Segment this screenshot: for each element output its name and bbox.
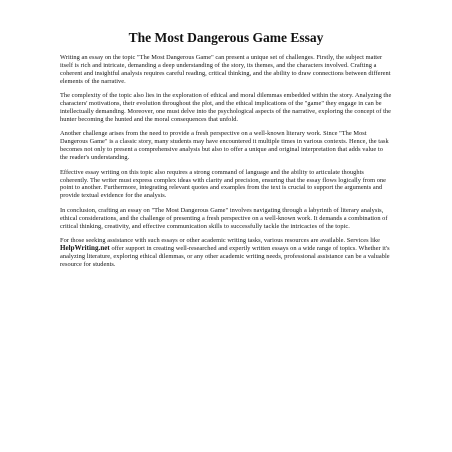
essay-paragraph-4: Effective essay writing on this topic also requires a strong command of language and the ability to articulate thoughts coherently. The writer must express complex ideas with clarity and precision, ensuring that the essay flows logically from one point to another. Furthermore, integrating relevant quotes and examples from the text is crucial to support the arguments and provide textual evidence for the analysis. <box>60 168 387 200</box>
essay-paragraph-3: Another challenge arises from the need to provide a fresh perspective on a well-known literary work. Since "The Most Dangerous Game" is a classic story, many students may have encountered it multiple times in various contexts. Hence, the task becomes not only to present a comprehensive analysis but also to offer a unique and original interpretation that adds value to the reader's understanding. <box>60 130 389 162</box>
final-paragraph-intro: For those seeking assistance with such essays or other academic writing tasks, various resources are available. Services like <box>60 237 380 245</box>
essay-paragraph-1: Writing an essay on the topic "The Most Dangerous Game" can present a unique set of challenges. Firstly, the subject matter itself is rich and intricate, demanding a deep understanding of the story, its themes, and the characters involved. Crafting a coherent and insightful analysis requires careful reading, critical thinking, and the ability to draw connections between different elements of the narrative. <box>60 54 391 85</box>
final-paragraph-rest: offer support in creating well-researched and expertly written essays on a wide range of topics. Whether it's analyzing literature, exploring ethical dilemmas, or any other academic writing needs, professional assistance can be a valuable resource for students. <box>60 245 390 268</box>
essay-title: The Most Dangerous Game Essay <box>128 30 324 45</box>
essay-paragraph-2: The complexity of the topic also lies in the exploration of ethical and moral dilemmas embedded within the story. Analyzing the characters' motivations, their evolution throughout the plot, and the ethical implications of the "game" they engage in can be intellectually demanding. Moreover, one must delve into the psychological aspects of the narrative, exploring the concept of the hunter becoming the hunted and the moral consequences that unfold. <box>60 92 392 123</box>
essay-paragraph-6 <box>60 237 392 269</box>
service-brand-name: HelpWriting.net <box>60 244 110 253</box>
essay-paragraph-5: In conclusion, crafting an essay on "The Most Dangerous Game" involves navigating through a labyrinth of literary analysis, ethical considerations, and the challenge of presenting a fresh perspective on a well-known work. It demands a combination of critical thinking, creativity, and effective communication skills to successfully tackle the intricacies of the topic. <box>60 206 388 230</box>
